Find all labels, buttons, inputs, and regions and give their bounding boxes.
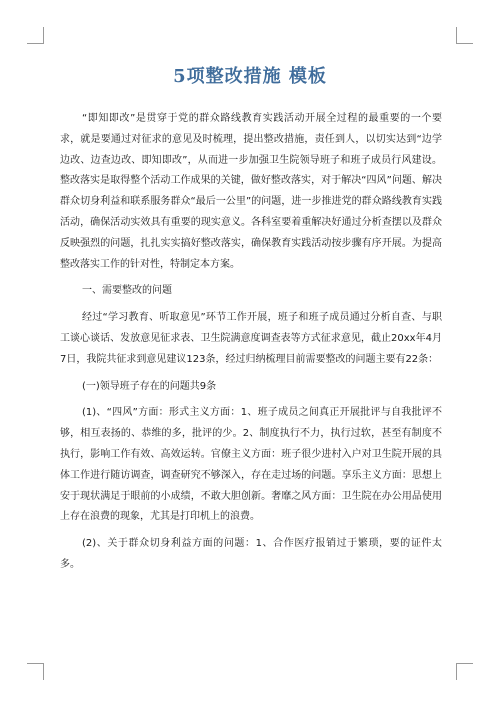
document-body [60, 109, 442, 582]
intro-paragraph: “即知即改”是贯穿于党的群众路线教育实践活动开展全过程的最重要的一个要求，就是要通过对征求的意见及时梳理，提出整改措施，责任到人，以切实达到“边学边改、边查边改、即知即改”，从而进一步加强卫生院领导班子和班子成员行风建设。整改落实是取得整个活动工作成果的关键，做好整改落实，对于解决“四风”问题、解决群众切身利益和联系服务群众“最后一公里”的问题，进一步推进党的群众路线教育实践活动，确保活动实效具有重要的现实意义。各科室要着重解决好通过分析查摆以及群众反映强烈的问题，扎扎实实搞好整改落实，确保教育实践活动按步骤有序开展。为提高整改落实工作的针对性，特制定本方案。 [60, 113, 442, 270]
subsection-heading: (一)领导班子存在的问题共9条 [82, 380, 217, 392]
body-paragraph: 经过“学习教育、听取意见”环节工作开展，班子和班子成员通过分析自查、与职工谈心谈话、发放意见征求表、卫生院满意度调查表等方式征求意见，截止20xx年4月7日，我院共征求到意见建议123条，经过归纳梳理目前需要整改的问题主要有22条： [60, 312, 442, 365]
crop-mark-bottom-left [27, 663, 44, 680]
document-title: 5项整改措施 模板 [173, 66, 327, 87]
crop-mark-top-left [27, 27, 44, 44]
section-heading: 一、需要整改的问题 [82, 285, 172, 297]
body-paragraph: (1)、“四风”方面：形式主义方面：1、班子成员之间真正开展批评与自我批评不够，相互表扬的、恭维的多，批评的少。2、制度执行不力，执行过软，甚至有制度不执行，影响工作有效、高效运转。官僚主义方面：班子很少进村入户对卫生院开展的具体工作进行随访调查，调查研究不够深入，存在走过场的问题。享乐主义方面：思想上安于现状满足于眼前的小成绩，不敢大胆创新。奢靡之风方面：卫生院在办公用品使用上存在浪费的现象，尤其是打印机上的浪费。 [60, 407, 442, 523]
crop-mark-bottom-right [456, 663, 473, 680]
body-paragraph: (2)、关于群众切身利益方面的问题：1、合作医疗报销过于繁琐，要的证件太多。 [60, 538, 442, 570]
crop-mark-top-right [456, 27, 473, 44]
